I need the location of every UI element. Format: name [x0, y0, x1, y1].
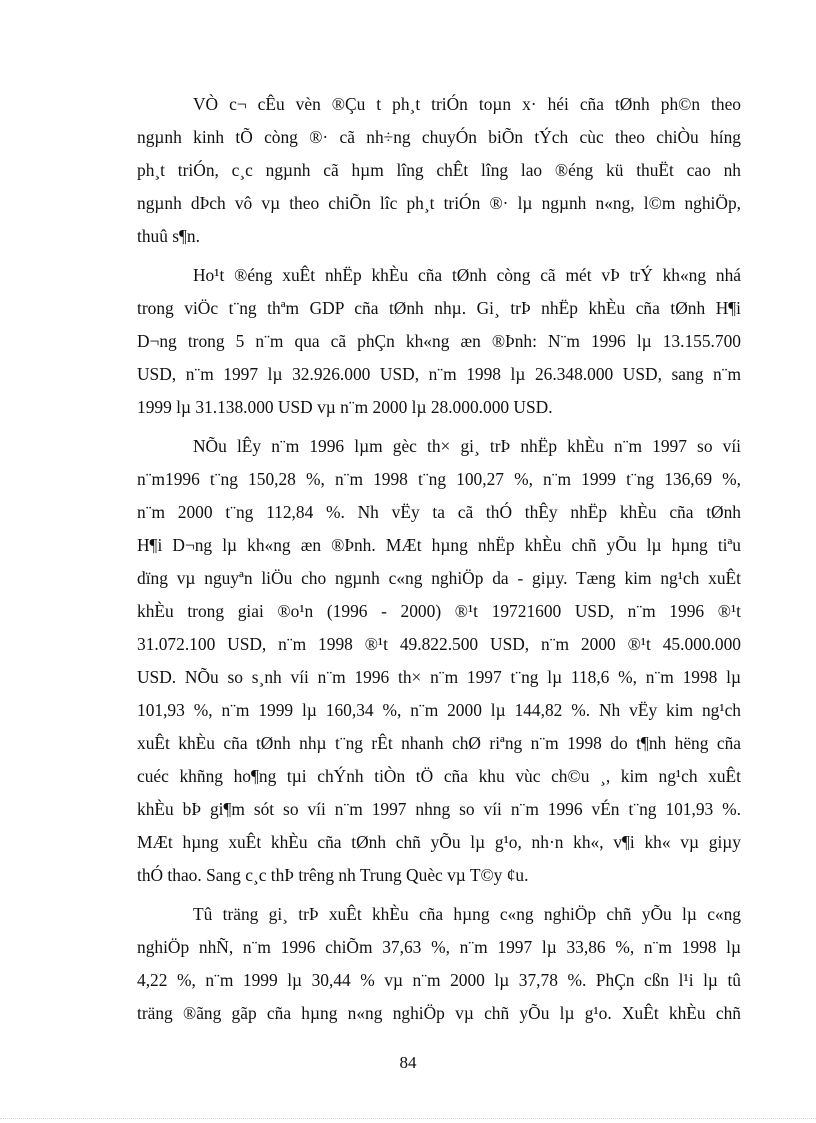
- text-line: 1999 lµ 31.138.000 USD vµ n¨m 2000 lµ 28.000.000 USD.: [137, 397, 553, 417]
- text-line: n¨m 2000 t¨ng 112,84 %. Nh vËy ta cã thÓ thÊy nhËp khÈu cña tØnh: [137, 502, 741, 522]
- text-line: VÒ c¬ cÊu vèn ®Çu t ph¸t triÓn toµn x· héi cña tØnh ph©n theo: [193, 94, 741, 114]
- text-line: 101,93 %, n¨m 1999 lµ 160,34 %, n¨m 2000 lµ 144,82 %. Nh vËy kim ng¹ch: [137, 700, 741, 720]
- text-line: D¬ng trong 5 n¨m qua cã phÇn kh«ng æn ®Þnh: N¨m 1996 lµ 13.155.700: [137, 331, 741, 351]
- text-line: USD, n¨m 1997 lµ 32.926.000 USD, n¨m 1998 lµ 26.348.000 USD, sang n¨m: [137, 364, 741, 384]
- text-line: trong viÖc t¨ng thªm GDP cña tØnh nhµ. Gi¸ trÞ nhËp khÈu cña tØnh H¶i: [137, 298, 741, 318]
- text-line: 4,22 %, n¨m 1999 lµ 30,44 % vµ n¨m 2000 lµ 37,78 %. PhÇn cßn l¹i lµ tû: [137, 970, 741, 990]
- text-line: dïng vµ nguyªn liÖu cho ngµnh c«ng nghiÖp da - giµy. Tæng kim ng¹ch xuÊt: [137, 568, 741, 588]
- text-line: thuû s¶n.: [137, 226, 200, 246]
- text-line: khÈu trong giai ®o¹n (1996 - 2000) ®¹t 19721600 USD, n¨m 1996 ®¹t: [137, 601, 741, 621]
- paragraph-import-export-activity: [137, 259, 741, 424]
- body-text: [137, 88, 741, 1036]
- text-line: n¨m1996 t¨ng 150,28 %, n¨m 1998 t¨ng 100,27 %, n¨m 1999 t¨ng 136,69 %,: [137, 469, 741, 489]
- text-line: cuéc khñng ho¶ng tµi chÝnh tiÒn tÖ cña khu vùc ch©u ¸, kim ng¹ch xuÊt: [137, 766, 741, 786]
- text-line: H¶i D¬ng lµ kh«ng æn ®Þnh. MÆt hµng nhËp khÈu chñ yÕu lµ hµng tiªu: [137, 535, 741, 555]
- text-line: USD. NÕu so s¸nh víi n¨m 1996 th× n¨m 1997 t¨ng lµ 118,6 %, n¨m 1998 lµ: [137, 667, 741, 687]
- text-line: thÓ thao. Sang c¸c thÞ trêng nh Trung Quèc vµ T©y ¢u.: [137, 865, 529, 885]
- page-number: 84: [399, 1053, 417, 1072]
- text-line: nghiÖp nhÑ, n¨m 1996 chiÕm 37,63 %, n¨m 1997 lµ 33,86 %, n¨m 1998 lµ: [137, 937, 741, 957]
- page-bottom-divider: [0, 1118, 816, 1119]
- paragraph-investment-structure: [137, 88, 741, 253]
- text-line: xuÊt khÈu cña tØnh nhµ t¨ng rÊt nhanh chØ riªng n¨m 1998 do t¶nh hëng cña: [137, 733, 741, 753]
- text-line: ngµnh dÞch vô vµ theo chiÕn lîc ph¸t triÓn ®· lµ ngµnh n«ng, l©m nghiÖp,: [137, 193, 741, 213]
- text-line: Tû träng gi¸ trÞ xuÊt khÈu cña hµng c«ng nghiÖp chñ yÕu lµ c«ng: [193, 904, 741, 924]
- paragraph-export-share: [137, 898, 741, 1030]
- text-line: 31.072.100 USD, n¨m 1998 ®¹t 49.822.500 USD, n¨m 2000 ®¹t 45.000.000: [137, 634, 741, 654]
- text-line: MÆt hµng xuÊt khÈu cña tØnh chñ yÕu lµ g¹o, nh·n kh«, v¶i kh« vµ giµy: [137, 832, 741, 852]
- text-line: NÕu lÊy n¨m 1996 lµm gèc th× gi¸ trÞ nhËp khÈu n¨m 1997 so víi: [193, 436, 741, 456]
- text-line: ngµnh kinh tÕ còng ®· cã nh÷ng chuyÓn biÕn tÝch cùc theo chiÒu híng: [137, 127, 741, 147]
- paragraph-import-growth: [137, 430, 741, 892]
- text-line: träng ®ãng gãp cña hµng n«ng nghiÖp vµ chñ yÕu lµ g¹o. XuÊt khÈu chñ: [137, 1003, 741, 1023]
- text-line: Ho¹t ®éng xuÊt nhËp khÈu cña tØnh còng cã mét vÞ trÝ kh«ng nhá: [193, 265, 741, 285]
- text-line: khÈu bÞ gi¶m sót so víi n¨m 1997 nhng so víi n¨m 1996 vÉn t¨ng 101,93 %.: [137, 799, 741, 819]
- text-line: ph¸t triÓn, c¸c ngµnh cã hµm lîng chÊt lîng lao ®éng kü thuËt cao nh: [137, 160, 741, 180]
